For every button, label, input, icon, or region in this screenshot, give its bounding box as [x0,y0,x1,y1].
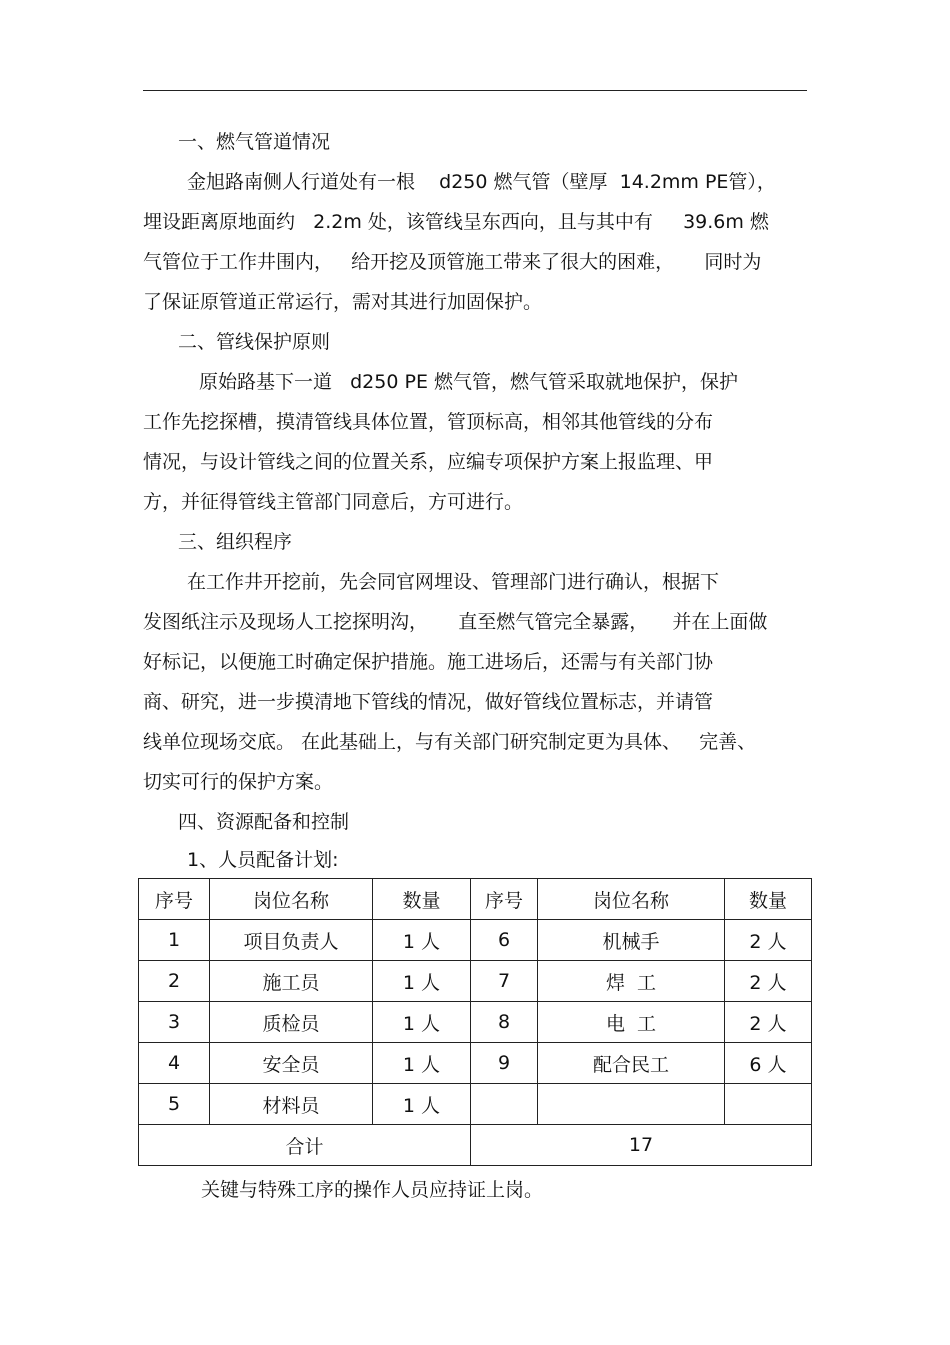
table-cell: 材料员 [210,1084,373,1125]
table-cell: 6 [471,920,538,961]
section-1-line: 气管位于工作井围内， 给开挖及顶管施工带来了很大的困难， 同时为 [143,251,762,273]
section-2-title: 二、管线保护原则 [178,331,331,353]
table-cell: 7 [471,961,538,1002]
table-cell: 1 [139,920,210,961]
header-rule [143,90,807,91]
staffing-table [138,878,812,1166]
table-cell: 9 [471,1043,538,1084]
section-3-line: 切实可行的保护方案。 [143,771,334,793]
section-1-line: 了保证原管道正常运行，需对其进行加固保护。 [143,291,543,313]
table-row [139,1043,812,1084]
section-3-line: 在工作井开挖前，先会同官网埋设、管理部门进行确认，根据下 [187,571,720,593]
section-3-line: 发图纸注示及现场人工挖探明沟， 直至燃气管完全暴露， 并在上面做 [143,611,768,633]
table-cell: 2 人 [725,920,812,961]
table-cell: 1 人 [373,961,471,1002]
section-2-line: 方，并征得管线主管部门同意后，方可进行。 [143,491,524,513]
table-row [139,920,812,961]
table-cell: 电 工 [538,1002,725,1043]
table-cell: 2 [139,961,210,1002]
table-cell: 施工员 [210,961,373,1002]
table-cell: 1 人 [373,1002,471,1043]
table-cell: 配合民工 [538,1043,725,1084]
header-cell: 数量 [725,879,812,920]
total-label: 合计 [139,1125,471,1166]
section-2-line: 情况，与设计管线之间的位置关系，应编专项保护方案上报监理、甲 [143,451,714,473]
table-cell: 质检员 [210,1002,373,1043]
total-value: 17 [471,1125,812,1166]
table-row [139,961,812,1002]
table-cell: 2 人 [725,961,812,1002]
table-cell: 1 人 [373,1043,471,1084]
table-cell [471,1084,538,1125]
section-2-line: 原始路基下一道 d250 PE 燃气管，燃气管采取就地保护，保护 [199,371,738,393]
table-row [139,1002,812,1043]
table-cell: 2 人 [725,1002,812,1043]
header-cell: 序号 [139,879,210,920]
table-header-row [139,879,812,920]
table-cell: 1 人 [373,920,471,961]
table-cell: 1 人 [373,1084,471,1125]
section-3-title: 三、组织程序 [178,531,293,553]
table-cell: 焊 工 [538,961,725,1002]
table-cell: 3 [139,1002,210,1043]
table-cell [725,1084,812,1125]
table-cell: 项目负责人 [210,920,373,961]
table-cell: 5 [139,1084,210,1125]
table-cell [538,1084,725,1125]
section-4-title: 四、资源配备和控制 [178,811,350,833]
section-1-line: 埋设距离原地面约 2.2m 处，该管线呈东西向，且与其中有 39.6m 燃 [143,211,769,233]
header-cell: 岗位名称 [538,879,725,920]
table-cell: 机械手 [538,920,725,961]
table-cell: 6 人 [725,1043,812,1084]
section-4-subtitle: 1、人员配备计划: [187,849,339,871]
table-cell: 4 [139,1043,210,1084]
section-3-line: 商、研究，进一步摸清地下管线的情况，做好管线位置标志，并请管 [143,691,714,713]
section-2-line: 工作先挖探槽，摸清管线具体位置，管顶标高，相邻其他管线的分布 [143,411,714,433]
footer-note: 关键与特殊工序的操作人员应持证上岗。 [201,1179,544,1201]
section-3-line: 好标记，以便施工时确定保护措施。施工进场后，还需与有关部门协 [143,651,714,673]
table-cell: 安全员 [210,1043,373,1084]
header-cell: 序号 [471,879,538,920]
section-1-line: 金旭路南侧人行道处有一根 d250 燃气管（壁厚 14.2mm PE管）， [187,171,776,193]
table-total-row [139,1125,812,1166]
section-3-line: 线单位现场交底。 在此基础上，与有关部门研究制定更为具体、 完善、 [143,731,757,753]
table-row [139,1084,812,1125]
section-1-title: 一、燃气管道情况 [178,131,331,153]
header-cell: 岗位名称 [210,879,373,920]
table-cell: 8 [471,1002,538,1043]
header-cell: 数量 [373,879,471,920]
